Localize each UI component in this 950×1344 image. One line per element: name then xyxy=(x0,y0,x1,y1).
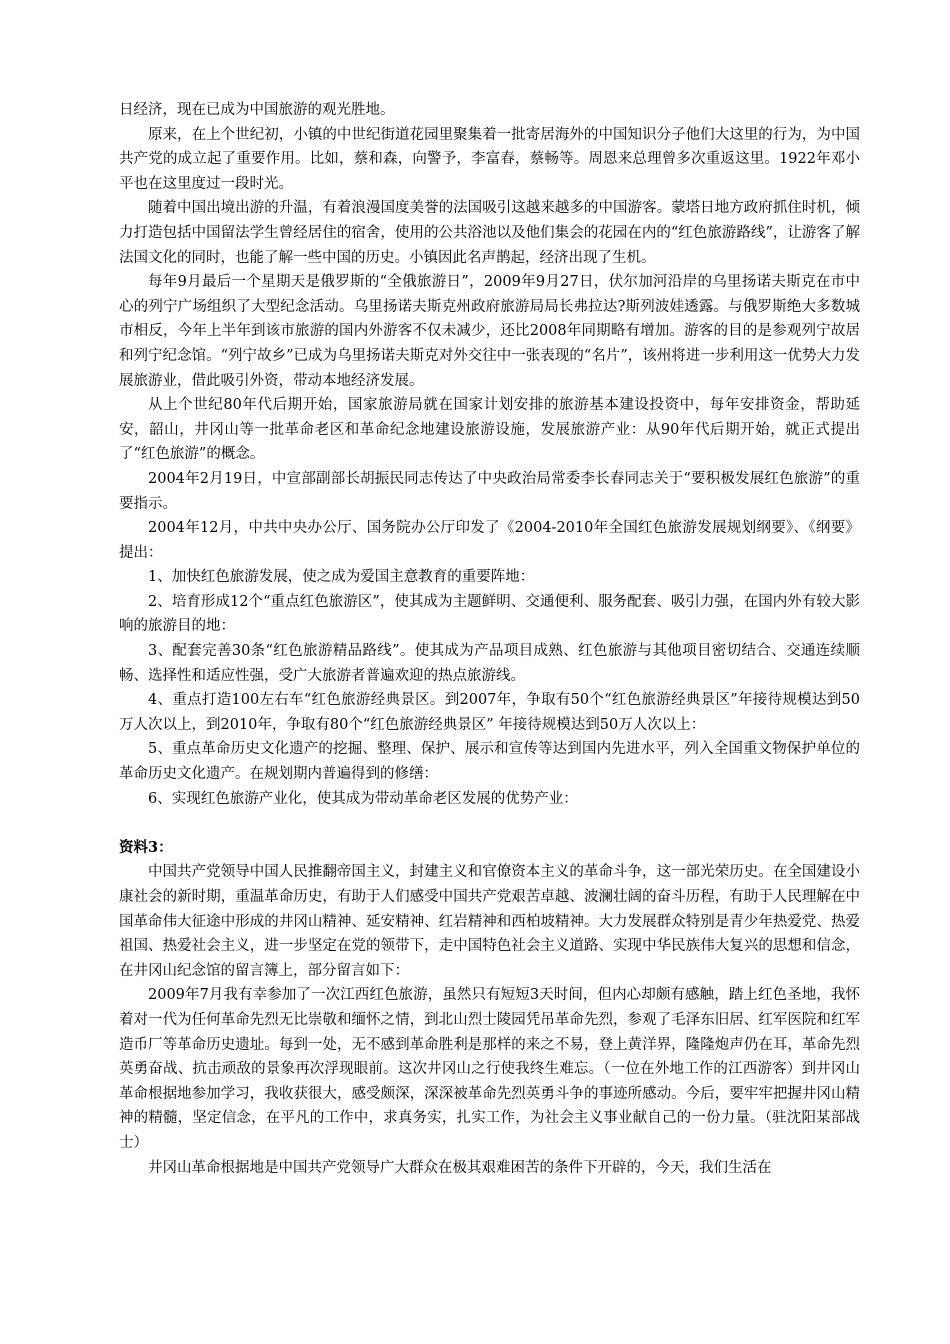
section-heading: 资料3： xyxy=(119,838,173,856)
paragraph-national-tourism-bureau: 从上个世纪80年代后期开始，国家旅游局就在国家计划安排的旅游基本建设投资中，每年安排资金，帮助延安，韶山，井冈山等一批革命老区和革命纪念地建设旅游设施，发展旅游产业：从90年代后期开始，就正式提出了“红色旅游”的概念。 xyxy=(119,397,860,463)
paragraph-montargis-tourism: 随着中国出境出游的升温，有着浪漫国度美誉的法国吸引这越来越多的中国游客。蒙塔日地方政府抓住时机，倾力打造包括中国留法学生曾经居住的宿舍，使用的公共浴池以及他们集会的花园在内的“红色旅游路线”，让游客了解法国文化的同时，也能了解一些中国的历史。小镇因此名声鹊起，经济出现了生机。 xyxy=(119,200,860,266)
list-item-3: 3、配套完善30条“红色旅游精品路线”。使其成为产品项目成熟、红色旅游与其他项目密切结合、交通连续顺畅、选择性和适应性强，受广大旅游者普遍欢迎的热点旅游线。 xyxy=(119,643,860,684)
list-item-5: 5、重点革命历史文化遗产的挖掘、整理、保护、展示和宣传等达到国内先进水平，列入全国重文物保护单位的革命历史文化遗产。在规划期内普遍得到的修缮： xyxy=(119,741,860,783)
document-page xyxy=(119,98,860,1180)
list-item-4: 4、重点打造100左右车“红色旅游经典景区。到2007年，争取有50个“红色旅游经典景区”年接待规模达到50万人次以上，到2010年，争取有80个“红色旅游经典景区” 年接待规模达到50万人次以上： xyxy=(119,692,860,733)
list-item-6: 6、实现红色旅游产业化，使其成为带动革命老区发展的优势产业： xyxy=(148,790,578,807)
paragraph-montargis-history: 原来，在上个世纪初，小镇的中世纪街道花园里聚集着一批寄居海外的中国知识分子他们大这里的行为，为中国共产党的成立起了重要作用。比如，蔡和森，向警予，李富春，蔡畅等。周恩来总理曾多次重返这里。1922年邓小平也在这里度过一段时光。 xyxy=(119,126,860,192)
list-item-2: 2、培育形成12个“重点红色旅游区”，使其成为主题鲜明、交通便利、服务配套、吸引力强，在国内外有较大影响的旅游目的地： xyxy=(119,593,860,635)
paragraph-2004-feb: 2004年2月19日，中宣部副部长胡振民同志传达了中央政治局常委李长春同志关于“要积极发展红色旅游”的重要指示。 xyxy=(119,470,860,512)
section-paragraph-messages: 2009年7月我有幸参加了一次江西红色旅游，虽然只有短短3天时间，但内心却颇有感触，踏上红色圣地，我怀着对一代为任何革命先烈无比崇敬和缅怀之情，到北山烈士陵园凭吊革命先烈，参观了毛泽东旧居、红军医院和红军造币厂等革命历史遗址。每到一处，无不感到革命胜利是那样的来之不易，登上黄洋界，隆隆炮声仍在耳，革命先烈英勇奋战、抗击顽敌的景象再次浮现眼前。这次井冈山之行使我终生难忘。（一位在外地工作的江西游客）到井冈山革命根据地参加学习，我收获很大，感受颇深，深深被革命先烈英勇斗争的事迹所感动。今后，要牢牢把握井冈山精神的精髓，坚定信念，在平凡的工作中，求真务实，扎实工作，为社会主义事业献自己的一份力量。（驻沈阳某部战士） xyxy=(119,987,860,1151)
blank-line xyxy=(119,811,860,836)
paragraph-russia-tourism: 每年9月最后一个星期天是俄罗斯的“全俄旅游日”，2009年9月27日，伏尔加河沿岸的乌里扬诺夫斯克在市中心的列宁广场组织了大型纪念活动。乌里扬诺夫斯克州政府旅游局局长弗拉达?斯列波娃透露。与俄罗斯绝大多数城市相反，今年上半年到该市旅游的国内外游客不仅未减少，还比2008年同期略有增加。游客的目的是参观列宁故居和列宁纪念馆。“列宁故乡”已成为乌里扬诺夫斯克对外交往中一张表现的“名片”，该州将进一步利用这一优势大力发展旅游业，借此吸引外资，带动本地经济发展。 xyxy=(119,274,860,389)
section-paragraph-jinggangshan: 井冈山革命根据地是中国共产党领导广大群众在极其艰难困苦的条件下开辟的，今天，我们生活在 xyxy=(148,1159,772,1176)
paragraph-2004-dec: 2004年12月，中共中央办公厅、国务院办公厅印发了《2004-2010年全国红色旅游发展规划纲要》、《纲要》提出： xyxy=(119,520,860,561)
paragraph-continuation: 日经济，现在已成为中国旅游的观光胜地。 xyxy=(119,102,395,118)
section-paragraph-intro: 中国共产党领导中国人民推翻帝国主义，封建主义和官僚资本主义的革命斗争，这一部光荣历史。在全国建设小康社会的新时期，重温革命历史，有助于人们感受中国共产党艰苦卓越、波澜壮阔的奋斗历程，有助于人民理解在中国革命伟大征途中形成的井冈山精神、延安精神、红岩精神和西柏坡精神。大力发展群众特别是青少年热爱党、热爱祖国、热爱社会主义，进一步坚定在党的领带下，走中国特色社会主义道路、实现中华民族伟大复兴的思想和信念，在井冈山纪念馆的留言簿上，部分留言如下： xyxy=(119,864,860,979)
list-item-1: 1、加快红色旅游发展，使之成为爱国主意教育的重要阵地： xyxy=(148,569,535,586)
